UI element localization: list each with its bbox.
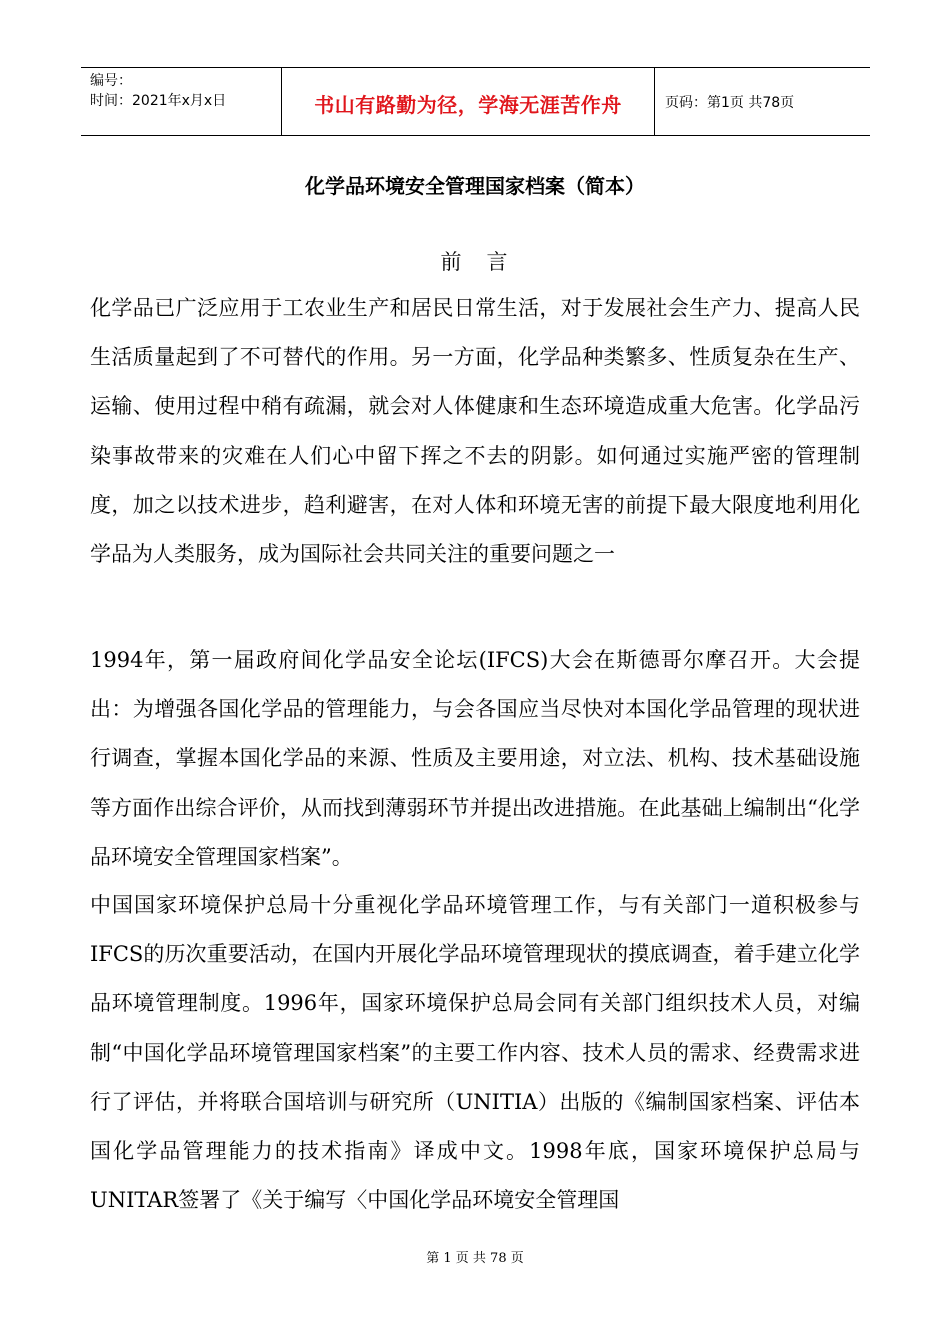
document-date-label: 时间：2021年x月x日	[90, 93, 227, 109]
header-table	[81, 67, 870, 136]
page-footer: 第 1 页 共 78 页	[426, 1251, 524, 1266]
section-title: 前 言	[440, 250, 510, 274]
document-title: 化学品环境安全管理国家档案（简本）	[305, 174, 645, 198]
header-meta	[81, 68, 282, 135]
document-number-label: 编号：	[90, 73, 132, 89]
paragraph-ifcs: 1994年，第一届政府间化学品安全论坛(IFCS)大会在斯德哥尔摩召开。大会提出：为增强各国化学品的管理能力，与会各国应当尽快对本国化学品管理的现状进行调查，掌握本国化学品的来源、性质及主要用途，对立法、机构、技术基础设施等方面作出综合评价，从而找到薄弱环节并提出改进措施。在此基础上编制出“化学品环境安全管理国家档案”。	[90, 648, 860, 869]
paragraph-china: 中国国家环境保护总局十分重视化学品环境管理工作，与有关部门一道积极参与IFCS的历次重要活动，在国内开展化学品环境管理现状的摸底调查，着手建立化学品环境管理制度。1996年，国家环境保护总局会同有关部门组织技术人员，对编制“中国化学品环境管理国家档案”的主要工作内容、技术人员的需求、经费需求进行了评估，并将联合国培训与研究所（UNITIA）出版的《编制国家档案、评估本国化学品管理能力的技术指南》译成中文。1998年底，国家环境保护总局与UNITAR签署了《关于编写〈中国化学品环境安全管理国	[90, 893, 860, 1213]
header-page-label: 页码：第1页 共78页	[665, 94, 795, 111]
header-motto: 书山有路勤为径，学海无涯苦作舟	[282, 68, 655, 135]
paragraph-intro: 化学品已广泛应用于工农业生产和居民日常生活，对于发展社会生产力、提高人民生活质量起到了不可替代的作用。另一方面，化学品种类繁多、性质复杂在生产、运输、使用过程中稍有疏漏，就会对人体健康和生态环境造成重大危害。化学品污染事故带来的灾难在人们心中留下挥之不去的阴影。如何通过实施严密的管理制度，加之以技术进步，趋利避害，在对人体和环境无害的前提下最大限度地利用化学品为人类服务，成为国际社会共同关注的重要问题之一	[90, 296, 860, 567]
